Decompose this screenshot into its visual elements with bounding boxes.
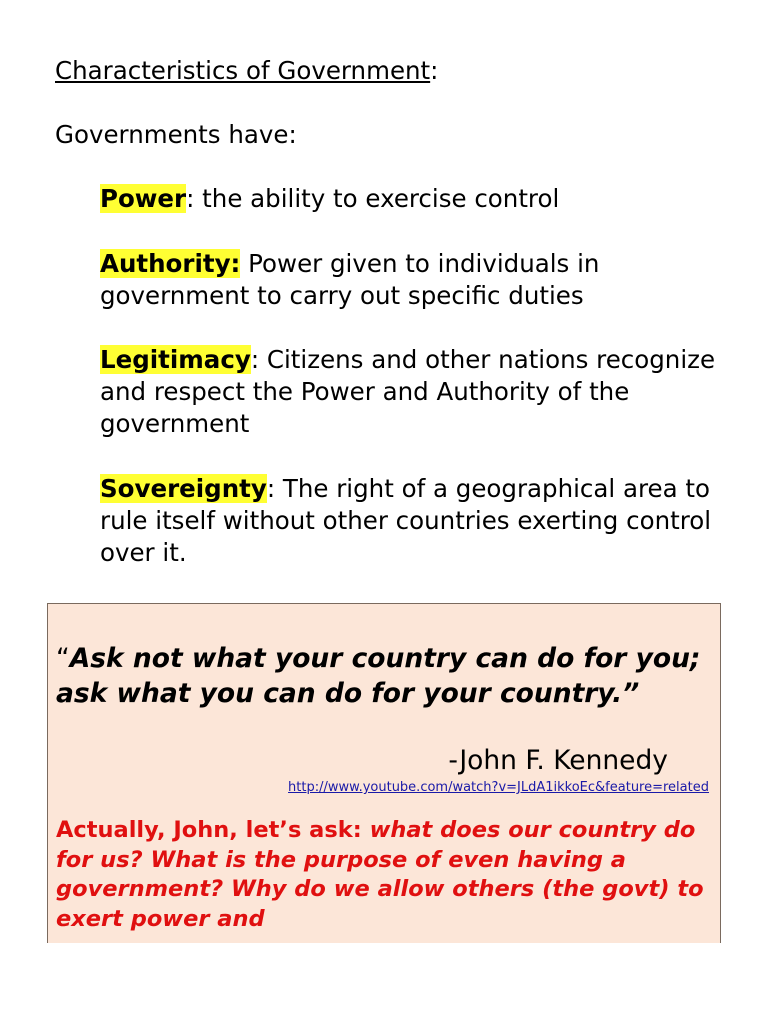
retort-question: what does our country do for us? What is the purpose of even having a government? Why do we allow others (the govt) to exert power and: [56, 817, 704, 932]
term-power: [100, 183, 740, 215]
term-label: Authority:: [100, 249, 241, 278]
term-definition: Power given to individuals in government to carry out specific duties: [100, 249, 600, 310]
term-separator: :: [186, 184, 195, 213]
term-label: Sovereignty: [100, 474, 267, 503]
quote-author: -John F. Kennedy: [448, 745, 668, 776]
term-separator: :: [250, 345, 260, 374]
page-title: [55, 55, 438, 87]
term-definition: the ability to exercise control: [194, 184, 560, 213]
term-legitimacy: [100, 344, 740, 440]
page-title-colon: :: [430, 56, 439, 85]
term-separator: :: [266, 474, 276, 503]
intro-text: Governments have:: [55, 120, 297, 149]
youtube-link[interactable]: http://www.youtube.com/watch?v=JLdA1ikkoEc&feature=related: [288, 780, 709, 795]
quote-text: Ask not what your country can do for you; ask what you can do for your country.”: [56, 643, 701, 709]
retort-lead: Actually, John, let’s ask:: [56, 817, 370, 843]
term-sovereignty: [100, 473, 740, 569]
retort-text: [56, 816, 716, 934]
kennedy-quote: [56, 641, 716, 711]
term-authority: [100, 248, 740, 312]
term-label: Power: [100, 184, 187, 213]
term-definition: The right of a geographical area to rule itself without other countries exerting control over it.: [100, 474, 712, 567]
quote-box: [47, 603, 721, 943]
term-label: Legitimacy: [100, 345, 251, 374]
page-title-text: Characteristics of Government: [55, 56, 431, 85]
term-definition: Citizens and other nations recognize and respect the Power and Authority of the government: [100, 345, 716, 438]
quote-open-mark: “: [56, 643, 70, 674]
